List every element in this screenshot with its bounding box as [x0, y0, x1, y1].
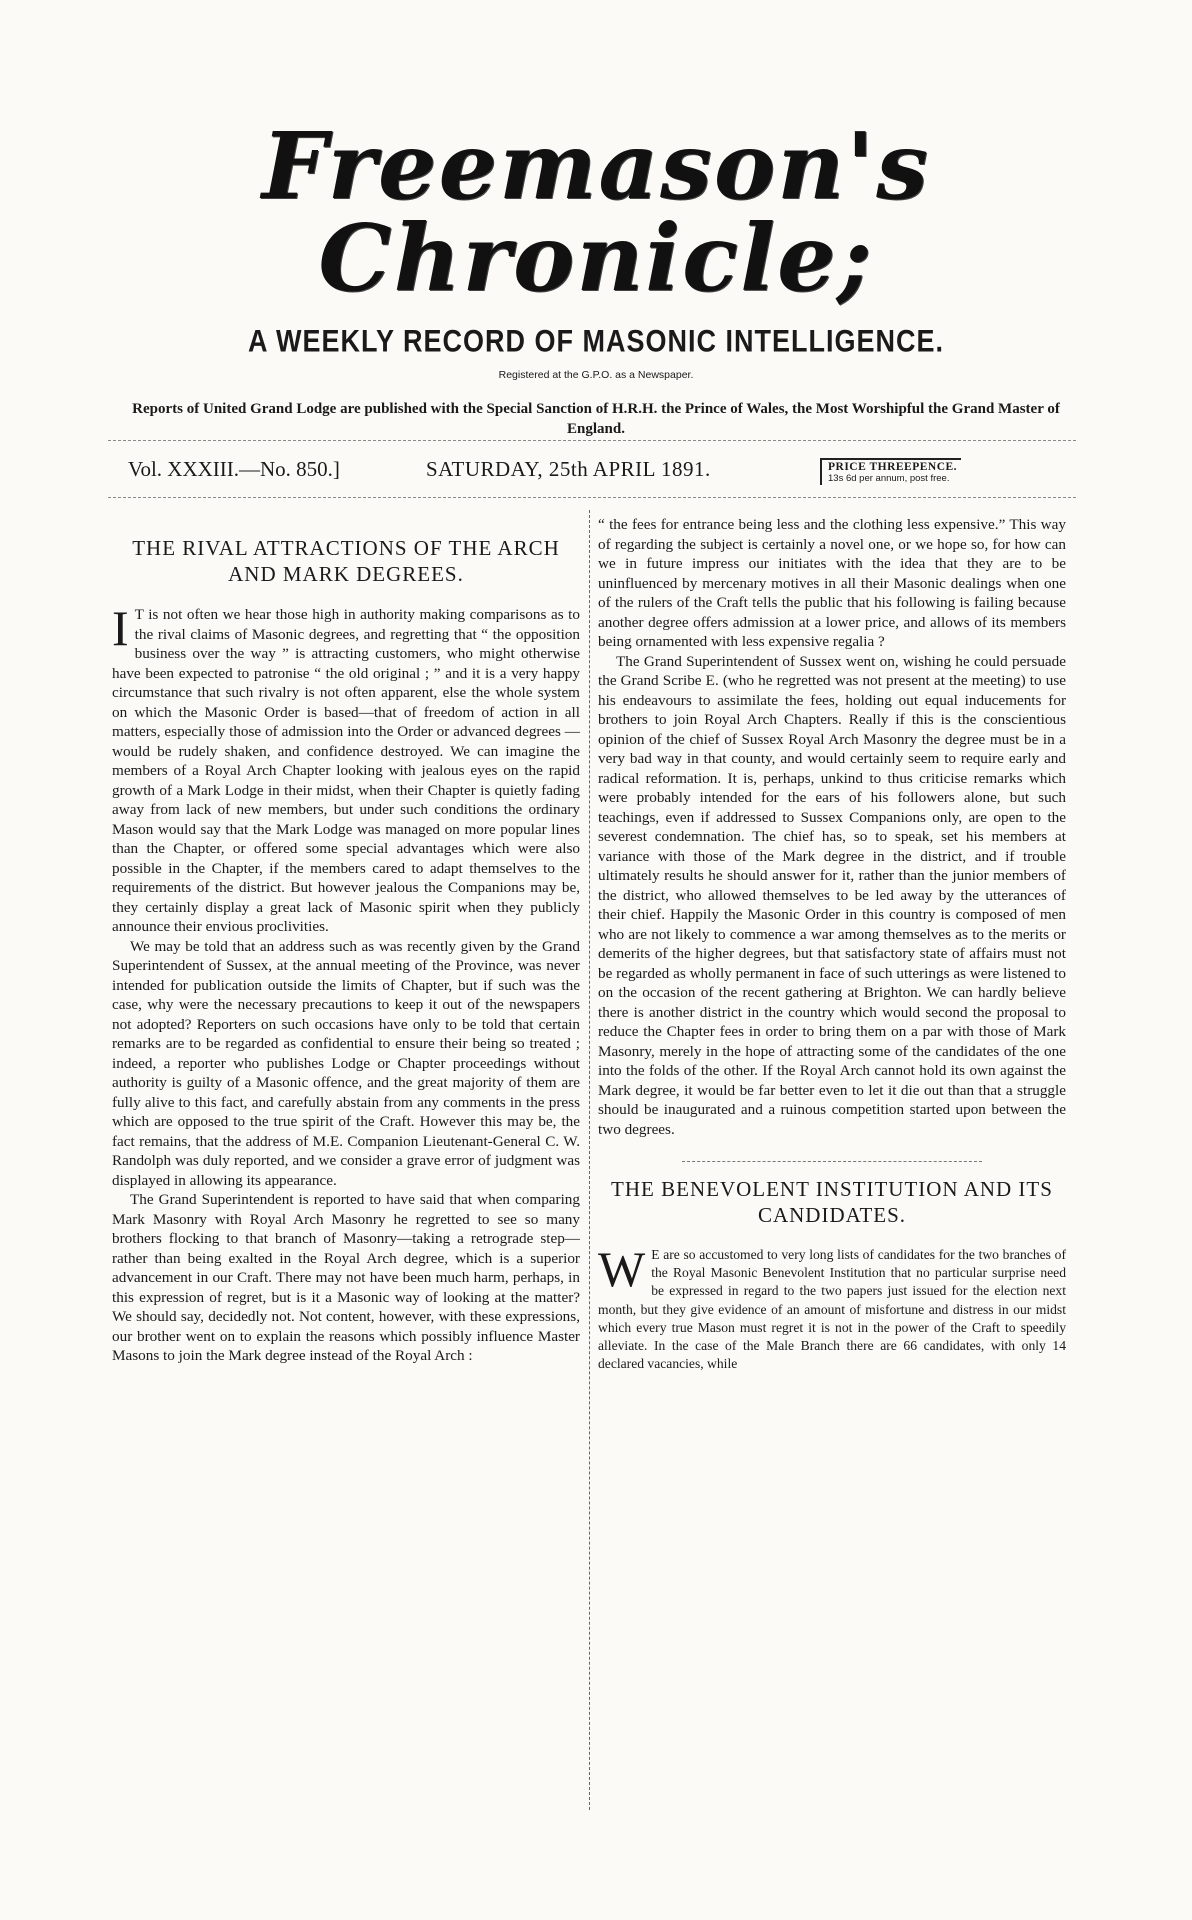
- dateline: [0, 457, 1192, 491]
- article1-paragraph-2: We may be told that an address such as was recently given by the Grand Superintendent of Sussex, at the annual meeting of the Province, was never intended for publication outside the limits of Chapter, but if such was the case, why were the necessary precautions to keep it out of the newspapers not adopted? Reporters on such occasions have only to be told that certain remarks are to be regarded as confidential to ensure their being so treated ; indeed, a reporter who publishes Lodge or Chapter proceedings without authority is guilty of a Masonic offence, and the great majority of them are fully alive to this fact, and carefully abstain from any comments in the press which are opposed to the true spirit of the Craft. However this may be, the fact remains, that the address of M.E. Companion Lieutenant-General C. W. Randolph was duly reported, and we consider a grave error of judgment was displayed in allowing its appearance.: [112, 937, 580, 1189]
- masthead-divider-top: [108, 440, 1076, 441]
- article1-paragraph-1: [112, 600, 580, 937]
- masthead: [0, 112, 1192, 439]
- column-separator: [589, 510, 590, 1810]
- newspaper-title: Freemason's Chronicle;: [261, 112, 931, 312]
- article2-paragraph-1: [598, 1241, 1066, 1373]
- article2-dropcap: W: [598, 1241, 646, 1297]
- subscription-label: 13s 6d per annum, post free.: [828, 473, 950, 484]
- price-label: PRICE THREEPENCE.: [828, 461, 958, 473]
- masthead-divider-bottom: [108, 497, 1076, 498]
- volume-number: Vol. XXXIII.—No. 850.]: [128, 457, 340, 481]
- article1-heading: THE RIVAL ATTRACTIONS OF THE ARCH AND MARK DEGREES.: [132, 536, 560, 586]
- newspaper-subtitle: A WEEKLY RECORD OF MASONIC INTELLIGENCE.: [247, 323, 945, 359]
- issue-date: SATURDAY, 25th APRIL 1891.: [426, 457, 711, 481]
- article2-paragraph-1-text: E are so accustomed to very long lists of candidates for the two branches of the Royal Masonic Benevolent Institution that no particular surprise need be expressed in regard to the two papers just issued for the election next month, but they give evidence of an amount of misfortune and distress in our midst which every true Mason must regret it is not in the power of the Craft to speedily alleviate. In the case of the Male Branch there are 66 candidates, with only 14 declared vacancies, while: [598, 1247, 1066, 1372]
- article1-paragraph-5: The Grand Superintendent of Sussex went on, wishing he could persuade the Grand Scribe E. (who he regretted was not present at the meeting) to use his endeavours to assimilate the fees, holding out equal inducements for brothers to join Royal Arch Chapters. Really if this is the conscientious opinion of the chief of Sussex Royal Arch Masonry the degree must be in a very bad way in that county, and would certainly seem to require early and radical reformation. It is, perhaps, unkind to thus criticise remarks which were probably intended for the ears of his followers alone, but such teachings, even if addressed to Sussex Companions only, are open to the severest condemnation. The chief has, so to speak, set his members at variance with those of the Mark degree in the district, and if trouble ultimately results he should answer for it, rather than the junior members of the district, who allowed themselves to be led away by the utterances of their chief. Happily the Masonic Order in this country is composed of men who are not likely to commence a war among themselves as to the merits or demerits of the higher degrees, but that satisfactory state of affairs must not be regarded as wholly permanent in face of such utterings as were listened to on the occasion of the recent gathering at Brighton. We can hardly believe there is another district in the country which would second the proposal to reduce the Chapter fees in order to bring them on a par with those of Mark Masonry, merely in the hope of attracting some of the candidates of the one into the folds of the other. If the Royal Arch cannot hold its own against the Mark degree, it would be far better even to let it die out than that a struggle should be inaugurated and a ruinous competition started upon between the two degrees.: [598, 652, 1066, 1138]
- right-column: [598, 515, 1066, 1373]
- article1-paragraph-4: “ the fees for entrance being less and the clothing less expensive.” This way of regarding the subject is certainly a novel one, or we hope so, for how can we in future impress our initiates with the idea that they are to be uninfluenced by mercenary motives in all their Masonic dealings when one of the rulers of the Craft tells the public that his following is failing because another degree offers admission at a lower price, and allows of its members being ornamented with less expensive regalia ?: [598, 516, 1066, 650]
- article1-paragraph-3: The Grand Superintendent is reported to have said that when comparing Mark Masonry with Royal Arch Masonry he regretted to see so many brothers flocking to that branch of Masonry—taking a retrograde step—rather than being exalted in the Royal Arch degree, which is a superior advancement in our Craft. There may not have been much harm, perhaps, in this expression of regret, but is it a Masonic way of looking at the matter? We should say, decidedly not. Not content, however, with these expressions, our brother went on to explain the reasons which possibly influence Master Masons to join the Mark degree instead of the Royal Arch :: [112, 1191, 580, 1364]
- article2-heading: THE BENEVOLENT INSTITUTION AND ITS CANDIDATES.: [611, 1177, 1053, 1227]
- article1-paragraph-1-text: T is not often we hear those high in authority making comparisons as to the rival claims of Masonic degrees, and regretting that “ the opposition business over the way ” is attracting customers, who might otherwise have been expected to patronise “ the old original ; ” and it is a very happy circumstance that such rivalry is not often apparent, else the whole system on which the Masonic Order is based—that of freedom of action in all matters, especially those of admission into the Order or advanced degrees — would be rudely shaken, and confidence destroyed. We can imagine the members of a Royal Arch Chapter looking with jealous eyes on the rapid growth of a Mark Lodge in their midst, when their Chapter is quietly fading away from lack of new members, but under such conditions the ordinary Mason would say that the Mark Lodge was managed on more popular lines than the Chapter, or offered some special advantages which were also possible in the Chapter, if the members cared to adapt themselves to the requirements of the district. But however jealous the Companions may be, they certainly display a great lack of Masonic spirit when they publicly announce their envious proclivities.: [112, 606, 580, 935]
- left-column: [112, 515, 580, 1366]
- price-box: [820, 458, 961, 485]
- reports-notice: Reports of United Grand Lodge are published with the Special Sanction of H.R.H. the Prince of Wales, the Most Worshipful the Grand Master of England.: [132, 401, 1060, 437]
- article-divider: [682, 1161, 982, 1162]
- article1-dropcap: I: [112, 600, 129, 656]
- registration-note: Registered at the G.P.O. as a Newspaper.: [498, 369, 694, 381]
